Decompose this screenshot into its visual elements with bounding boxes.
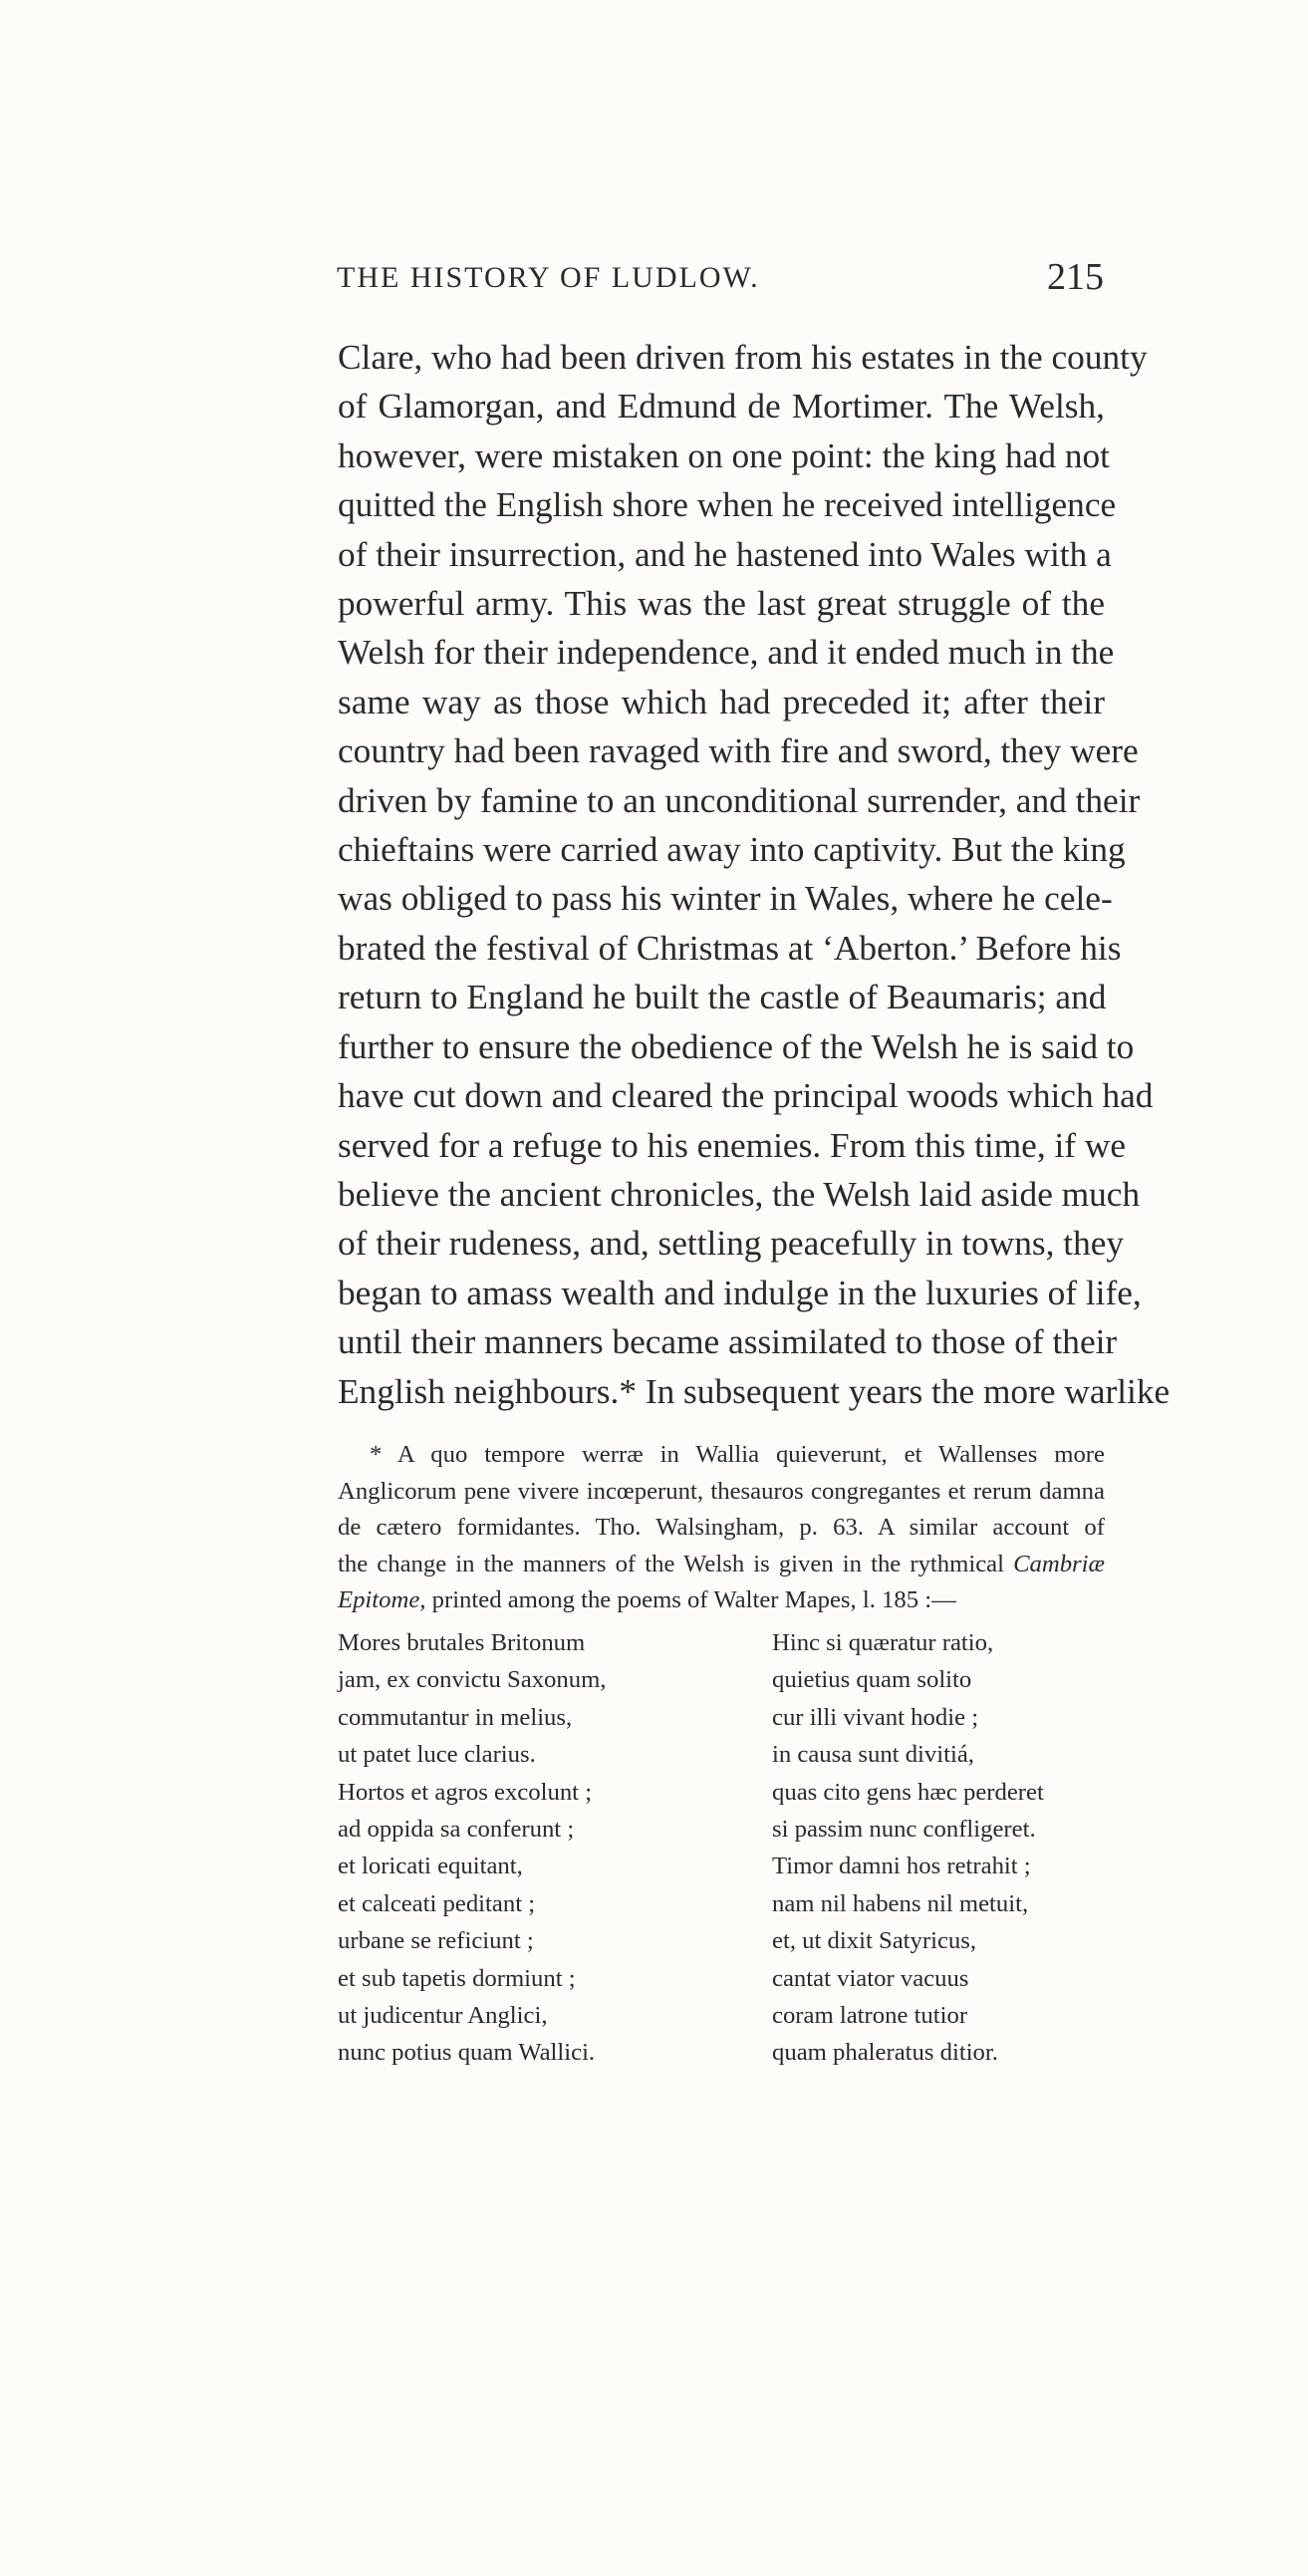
text-line: was obliged to pass his winter in Wales, where he cele-	[338, 879, 1113, 919]
text-line: began to amass wealth and indulge in the luxuries of life,	[338, 1273, 1142, 1312]
text-line: English neighbours.* In subsequent years the more warlike	[338, 1371, 1171, 1411]
running-title: THE HISTORY OF LUDLOW.	[337, 261, 760, 294]
verse-line: Hortos et agros excolunt ;	[338, 1778, 593, 1806]
footnote-text: printed among the poems of Walter Mapes, l. 185 :—	[425, 1586, 956, 1614]
verse-line: quam phaleratus ditior.	[772, 2039, 998, 2067]
footnote-line	[338, 1582, 1105, 1619]
footnote-line	[338, 1547, 1105, 1583]
text-line: Welsh for their independence, and it ended much in the	[338, 633, 1115, 673]
verse-line: Mores brutales Britonum	[338, 1629, 586, 1656]
text-line: same way as those which had preceded it; after their	[338, 682, 1105, 721]
footnote-line: Anglicorum pene vivere incœperunt, thesauros congregantes et rerum damna	[338, 1477, 1105, 1505]
text-line: have cut down and cleared the principal woods which had	[338, 1076, 1154, 1116]
verse-column-left	[338, 1624, 606, 2072]
text-line: powerful army. This was the last great struggle of the	[338, 584, 1105, 624]
text-line: chieftains were carried away into captivity. But the king	[338, 830, 1126, 870]
verse-line: quietius quam solito	[772, 1666, 972, 1694]
text-line: until their manners became assimilated to those of their	[338, 1322, 1118, 1362]
verse-line: et loricati equitant,	[338, 1853, 523, 1880]
verse-line: ut judicentur Anglici,	[338, 2002, 548, 2030]
verse-line: nam nil habens nil metuit,	[772, 1889, 1029, 1917]
footnote-line: de cætero formidantes. Tho. Walsingham, p. 63. A similar account of	[338, 1514, 1105, 1542]
text-line: return to England he built the castle of Beaumaris; and	[338, 978, 1107, 1017]
verse-line: in causa sunt divitiá,	[772, 1741, 974, 1769]
text-line: country had been ravaged with fire and sword, they were	[338, 731, 1139, 771]
verse-column-right	[772, 1624, 1044, 2072]
verse-line: quas cito gens hæc perderet	[772, 1778, 1044, 1806]
text-line: further to ensure the obedience of the Welsh he is said to	[338, 1026, 1135, 1066]
verse-line: Timor damni hos retrahit ;	[772, 1853, 1031, 1880]
verse-line: commutantur in melius,	[338, 1703, 573, 1731]
text-line: brated the festival of Christmas at ‘Aberton.’ Before his	[338, 928, 1122, 968]
verse-line: cur illi vivant hodie ;	[772, 1703, 979, 1731]
text-line: driven by famine to an unconditional surrender, and their	[338, 780, 1141, 820]
text-line: Clare, who had been driven from his estates in the county	[338, 338, 1148, 377]
verse-line: Hinc si quæratur ratio,	[772, 1629, 994, 1656]
footnote-italic-title: Epitome,	[338, 1586, 426, 1614]
page-header	[337, 256, 1104, 311]
verse-line: si passim nunc confligeret.	[772, 1816, 1036, 1844]
text-line: quitted the English shore when he received intelligence	[338, 485, 1117, 525]
footnote	[338, 1437, 1105, 1619]
verse-line: nunc potius quam Wallici.	[338, 2039, 596, 2067]
footnote-text: the change in the manners of the Welsh is given in the rythmical	[338, 1550, 1014, 1577]
verse-line: urbane se reficiunt ;	[338, 1927, 534, 1955]
verse-line: jam, ex convictu Saxonum,	[338, 1666, 607, 1694]
verse-line: ad oppida sa conferunt ;	[338, 1816, 575, 1844]
verse-line: et sub tapetis dormiunt ;	[338, 1964, 576, 1992]
main-paragraph	[338, 333, 1171, 1416]
text-line: of their insurrection, and he hastened into Wales with a	[338, 534, 1112, 574]
verse-line: coram latrone tutior	[772, 2002, 968, 2030]
footnote-line: * A quo tempore werræ in Wallia quieverunt, et Wallenses more	[370, 1441, 1105, 1468]
text-line: believe the ancient chronicles, the Welsh laid aside much	[338, 1174, 1141, 1214]
verse-line: et calceati peditant ;	[338, 1889, 536, 1917]
verse-line: et, ut dixit Satyricus,	[772, 1927, 977, 1955]
footnote-italic-title: Cambriæ	[1013, 1550, 1105, 1577]
text-line: of Glamorgan, and Edmund de Mortimer. The Welsh,	[338, 387, 1105, 427]
verse-line: cantat viator vacuus	[772, 1964, 969, 1992]
text-line: however, were mistaken on one point: the king had not	[338, 435, 1110, 475]
text-line: of their rudeness, and, settling peacefully in towns, they	[338, 1224, 1125, 1264]
verse-line: ut patet luce clarius.	[338, 1741, 536, 1769]
page-number: 215	[1047, 256, 1104, 298]
text-line: served for a refuge to his enemies. From this time, if we	[338, 1125, 1127, 1165]
